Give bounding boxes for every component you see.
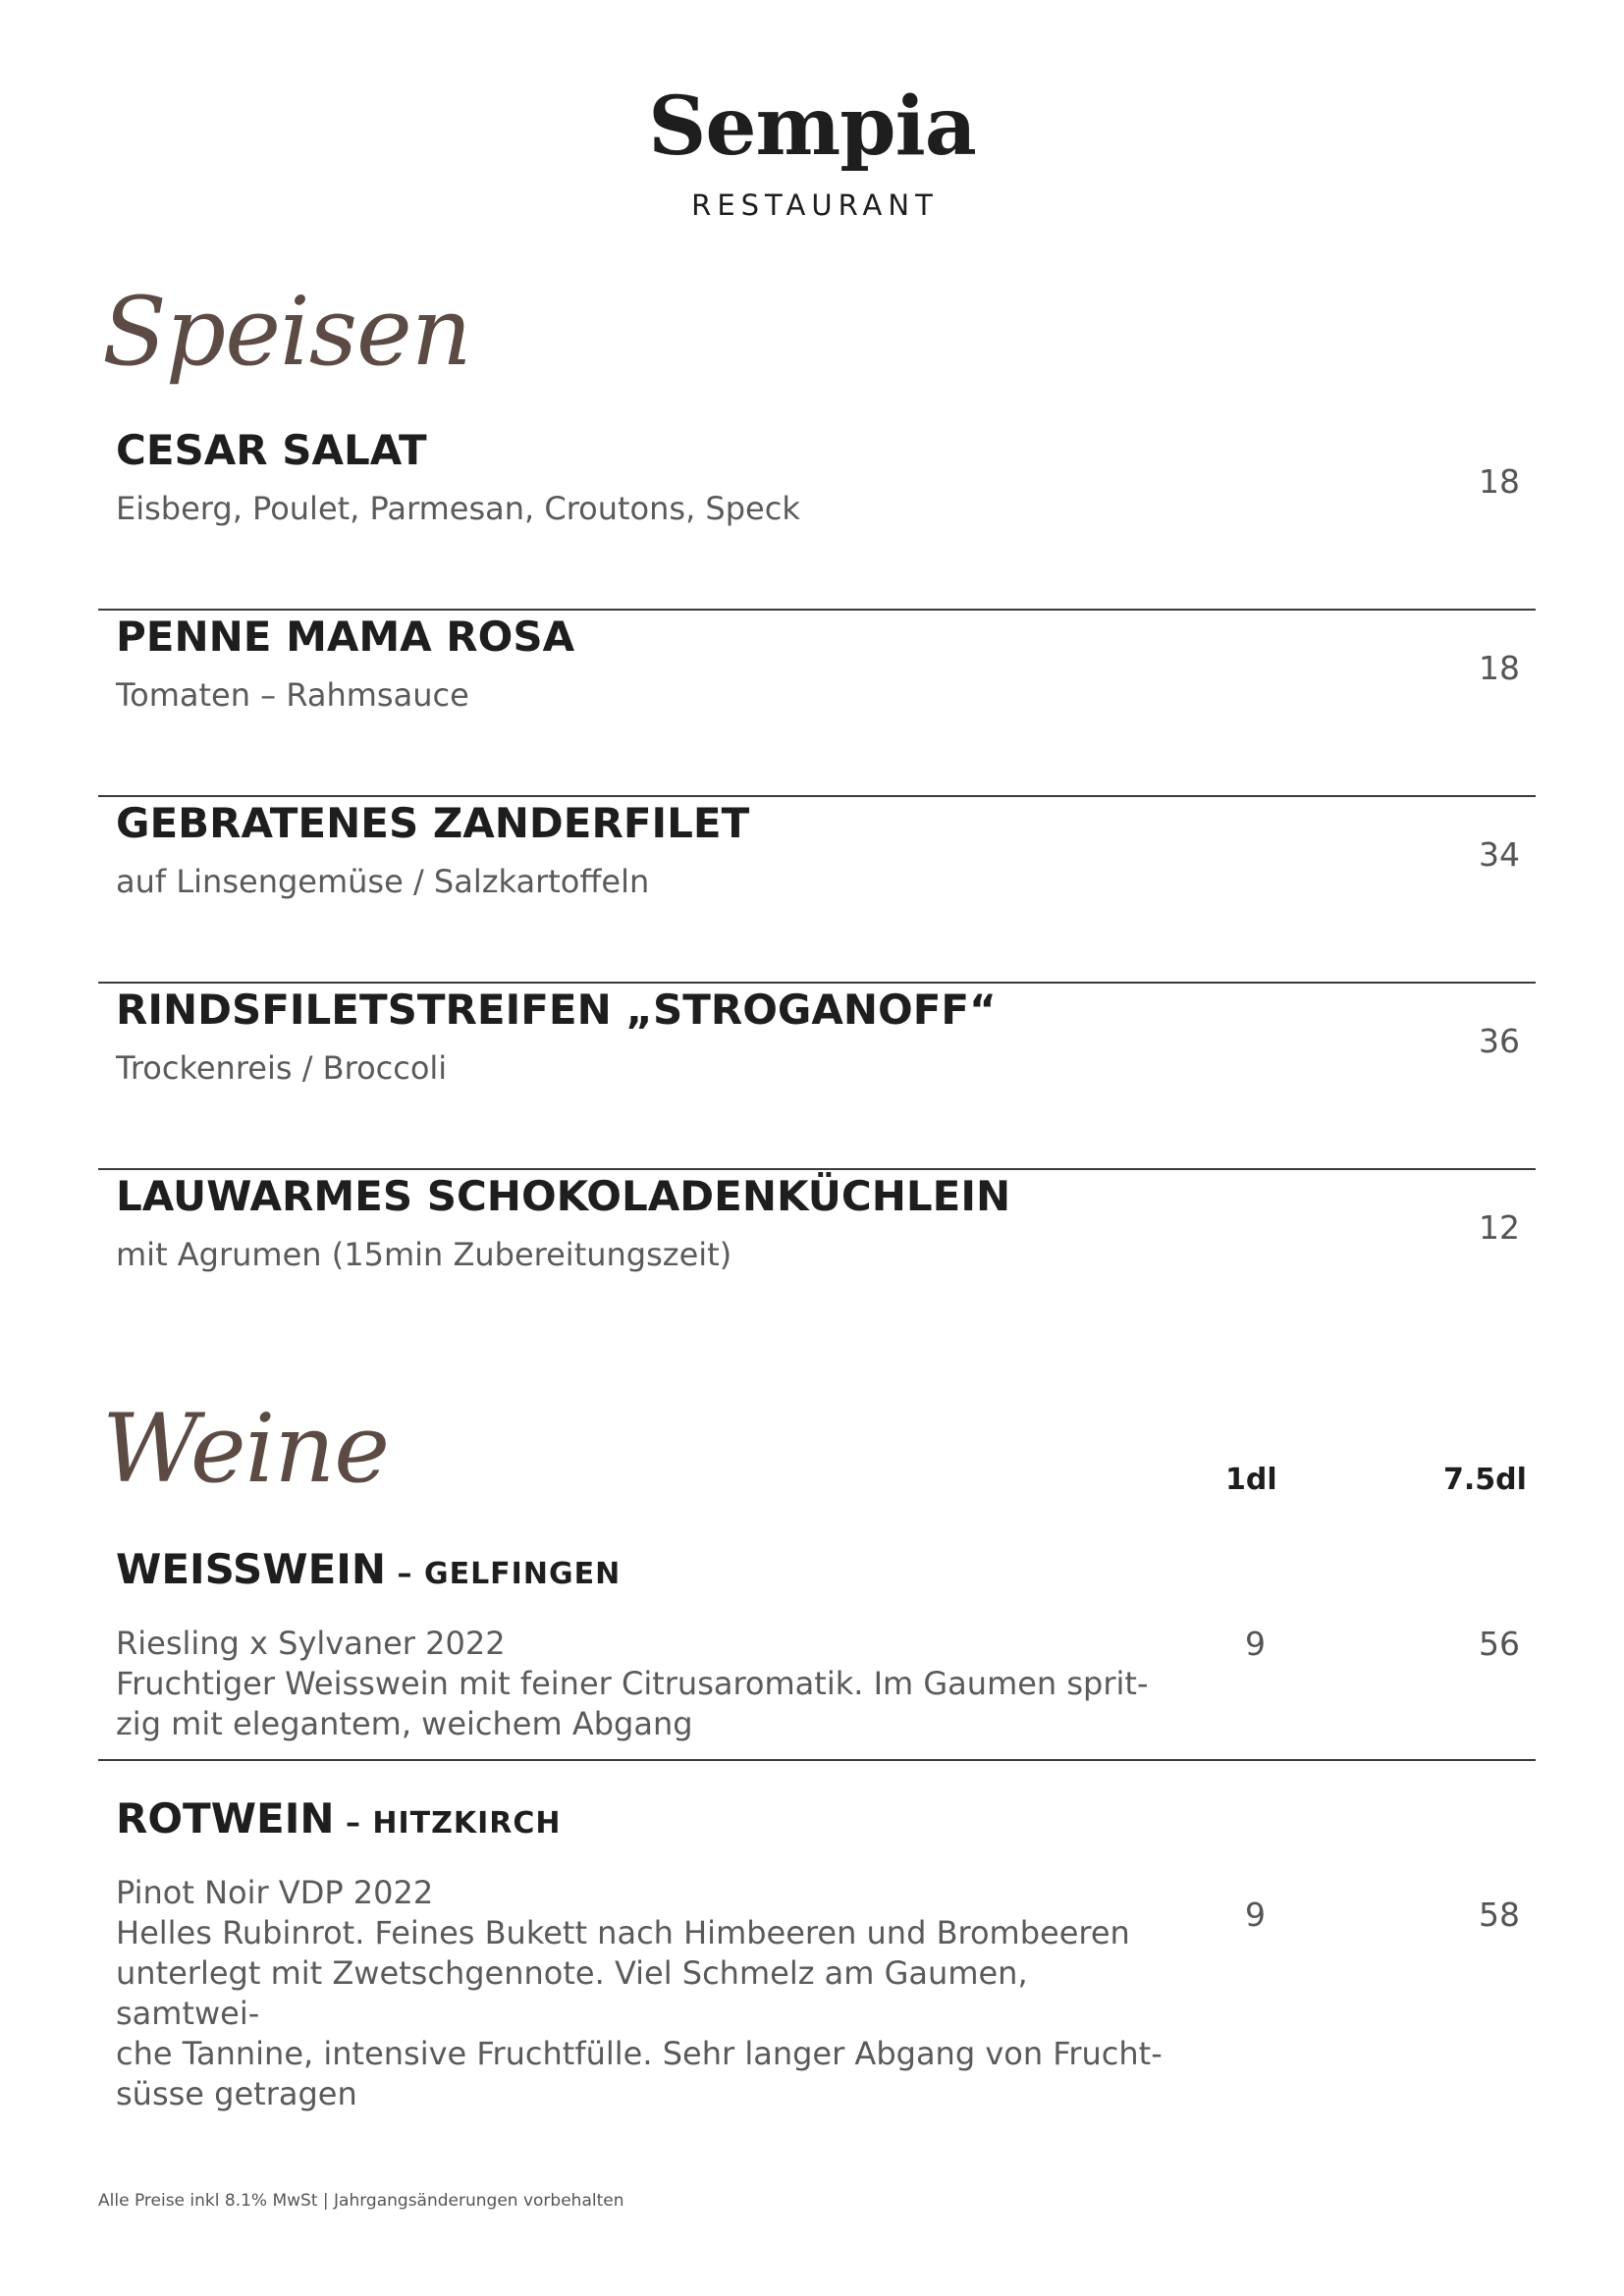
- dish-price: 18: [1479, 462, 1520, 501]
- dish-description: auf Linsengemüse / Salzkartoffeln: [116, 863, 650, 900]
- wine-name: [116, 1543, 621, 1597]
- wine-description-line: Helles Rubinrot. Feines Bukett nach Himbeeren und Brombeeren: [116, 1914, 1130, 1951]
- dish-name: RINDSFILETSTREIFEN „STROGANOFF“: [116, 986, 997, 1034]
- footer-note: Alle Preise inkl 8.1% MwSt | Jahrgangsänderungen vorbehalten: [98, 2191, 624, 2211]
- wine-variety: Pinot Noir VDP 2022: [116, 1874, 434, 1911]
- wine-description: [116, 1873, 1176, 2114]
- wine-name: [116, 1792, 562, 1846]
- wine-item: [98, 1543, 1536, 1761]
- wine-description-line: che Tannine, intensive Fruchtfülle. Sehr langer Abgang von Frucht-: [116, 2035, 1163, 2072]
- logo-subtitle: RESTAURANT: [691, 188, 939, 222]
- dish-name: LAUWARMES SCHOKOLADENKÜCHLEIN: [116, 1172, 1011, 1220]
- price-1dl: 9: [1245, 1896, 1266, 1934]
- wine-origin: – HITZKIRCH: [334, 1806, 562, 1841]
- wine-type: WEISSWEIN: [116, 1545, 387, 1593]
- wine-description-line: süsse getragen: [116, 2075, 357, 2112]
- column-header-75dl: 7.5dl: [1443, 1463, 1527, 1497]
- wine-description-line: unterlegt mit Zwetschgennote. Viel Schmelz am Gaumen, samtwei-: [116, 1954, 1028, 2032]
- logo-name: Sempia: [648, 80, 976, 174]
- dish-name: PENNE MAMA ROSA: [116, 613, 575, 661]
- wine-description: [116, 1624, 1176, 1744]
- dish-price: 12: [1479, 1208, 1520, 1247]
- price-1dl: 9: [1245, 1625, 1266, 1663]
- dish-description: Eisberg, Poulet, Parmesan, Croutons, Speck: [116, 490, 800, 527]
- menu-item: [98, 797, 1536, 984]
- menu-item: [98, 424, 1536, 611]
- dish-description: Trockenreis / Broccoli: [116, 1049, 448, 1087]
- wine-origin: – GELFINGEN: [386, 1557, 622, 1591]
- dish-description: Tomaten – Rahmsauce: [116, 676, 469, 714]
- column-header-1dl: 1dl: [1225, 1463, 1277, 1497]
- menu-item: [98, 984, 1536, 1170]
- dish-price: 34: [1479, 835, 1520, 874]
- wine-description-line: zig mit elegantem, weichem Abgang: [116, 1705, 693, 1742]
- dish-price: 36: [1479, 1022, 1520, 1060]
- wine-description-line: Fruchtiger Weisswein mit feiner Citrusaromatik. Im Gaumen sprit-: [116, 1665, 1149, 1702]
- wine-type: ROTWEIN: [116, 1794, 335, 1842]
- price-75dl: 56: [1479, 1625, 1520, 1663]
- dish-description: mit Agrumen (15min Zubereitungszeit): [116, 1236, 732, 1273]
- menu-item: [98, 1170, 1536, 1357]
- section-title-weine: Weine: [102, 1394, 389, 1504]
- dish-name: CESAR SALAT: [116, 426, 427, 474]
- dish-name: GEBRATENES ZANDERFILET: [116, 799, 750, 847]
- dish-price: 18: [1479, 649, 1520, 687]
- menu-item: [98, 611, 1536, 797]
- wine-item: [98, 1792, 1536, 2112]
- price-75dl: 58: [1479, 1896, 1520, 1934]
- section-title-speisen: Speisen: [102, 277, 471, 387]
- restaurant-logo: [0, 80, 1624, 222]
- wine-variety: Riesling x Sylvaner 2022: [116, 1625, 506, 1662]
